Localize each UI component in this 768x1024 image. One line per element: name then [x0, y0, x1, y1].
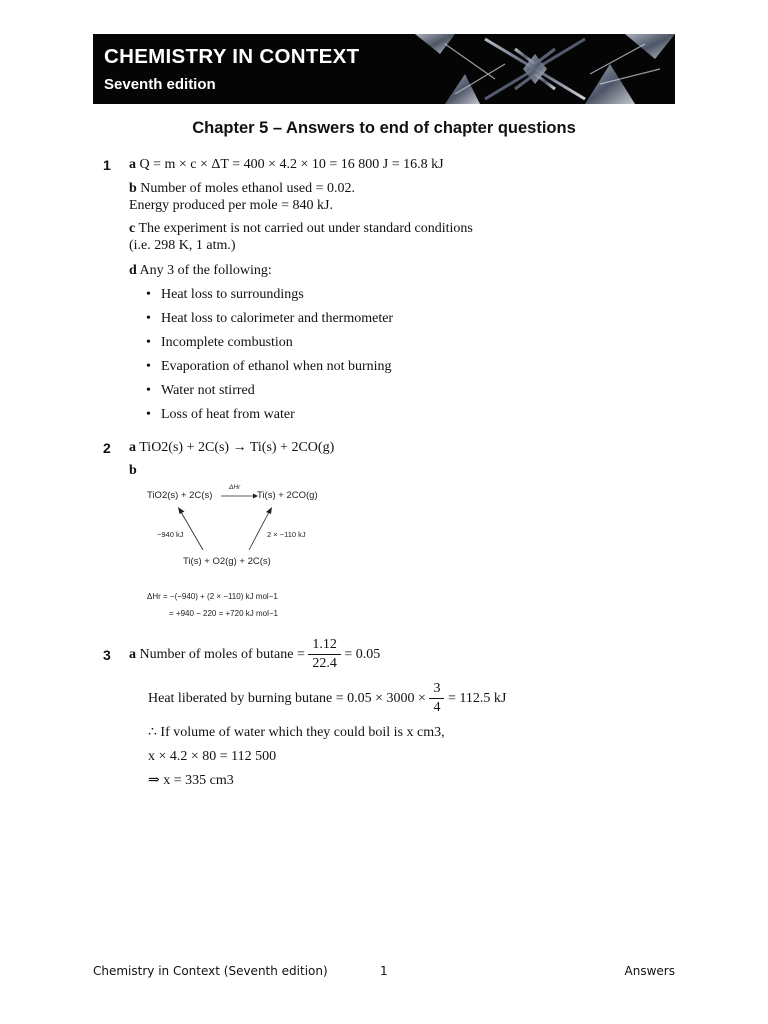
q1c-answer: [129, 220, 473, 237]
question-number-1: 1: [103, 157, 111, 173]
q3-heat-result: = 112.5 kJ: [447, 691, 507, 706]
moles-fraction: [308, 636, 341, 673]
list-item: • Loss of heat from water: [146, 407, 295, 422]
q1a-answer: [129, 156, 444, 173]
diagram-top-left: TiO2(s) + 2C(s): [147, 490, 213, 501]
footer-book-title: Chemistry in Context (Seventh edition): [93, 964, 328, 978]
q1c-line2: (i.e. 298 K, 1 atm.): [129, 238, 236, 253]
fraction-denominator: 4: [433, 700, 441, 716]
q1a-text: Q = m × c × ΔT = 400 × 4.2 × 10 = 16 800 J = 16.8 kJ: [139, 157, 444, 172]
list-item: • Water not stirred: [146, 383, 255, 398]
q1d-label: d: [129, 263, 137, 278]
diagram-right-value: 2 × −110 kJ: [267, 530, 306, 539]
footer-section: Answers: [624, 964, 675, 978]
list-item: • Heat loss to calorimeter and thermometer: [146, 311, 394, 326]
q3-line5: ⇒ x = 335 cm3: [148, 773, 234, 788]
q1b-answer: [129, 180, 355, 197]
page-number: 1: [380, 964, 388, 978]
q2a-equation: TiO2(s) + 2C(s) → Ti(s) + 2CO(g): [139, 440, 335, 455]
enthalpy-cycle-diagram: [145, 482, 330, 624]
q1d-answer: [129, 262, 272, 279]
book-edition: Seventh edition: [104, 76, 216, 93]
q3a-result: = 0.05: [344, 647, 381, 662]
q1b-label: b: [129, 181, 137, 196]
list-item: • Heat loss to surroundings: [146, 287, 304, 302]
book-title: CHEMISTRY IN CONTEXT: [104, 45, 360, 68]
q3-heat-text: Heat liberated by burning butane = 0.05 × 3000 ×: [148, 691, 426, 706]
q2a-label: a: [129, 440, 136, 455]
fraction-numerator: 3: [429, 680, 444, 699]
diagram-bottom: Ti(s) + O2(g) + 2C(s): [183, 556, 271, 567]
q2b-label: b: [129, 463, 137, 478]
q1d-intro: Any 3 of the following:: [139, 263, 272, 278]
question-number-2: 2: [103, 440, 111, 456]
q1c-line1: The experiment is not carried out under standard conditions: [138, 221, 473, 236]
diagram-top-right: Ti(s) + 2CO(g): [257, 490, 318, 501]
diagram-calc-line2: = +940 − 220 = +720 kJ mol−1: [169, 609, 278, 618]
question-number-3: 3: [103, 647, 111, 663]
q1c-label: c: [129, 221, 136, 236]
header-banner: [93, 34, 675, 104]
chapter-title: Chapter 5 – Answers to end of chapter questions: [192, 119, 576, 137]
snowflake-crystal-image: [385, 34, 675, 104]
q2a-answer: [129, 439, 334, 456]
q3-line4: x × 4.2 × 80 = 112 500: [148, 749, 277, 764]
fraction-numerator: 1.12: [308, 636, 341, 655]
q3-line3: ∴ If volume of water which they could boil is x cm3,: [148, 725, 445, 740]
list-item: • Incomplete combustion: [146, 335, 293, 350]
q3-heat-line: [148, 680, 506, 718]
q1a-label: a: [129, 157, 136, 172]
diagram-arrow-label: ΔHr: [229, 484, 241, 491]
list-item: • Evaporation of ethanol when not burning: [146, 359, 392, 374]
fraction-denominator: 22.4: [312, 656, 337, 672]
q3a-answer: [129, 636, 380, 674]
q1b-line2: Energy produced per mole = 840 kJ.: [129, 198, 333, 213]
q3a-text: Number of moles of butane =: [139, 647, 305, 662]
diagram-left-value: −940 kJ: [157, 530, 184, 539]
q1b-line1: Number of moles ethanol used = 0.02.: [140, 181, 356, 196]
q3a-label: a: [129, 647, 136, 662]
heat-fraction: [429, 680, 444, 717]
diagram-calc-line1: ΔHr = −(−940) + (2 × −110) kJ mol−1: [147, 592, 278, 601]
